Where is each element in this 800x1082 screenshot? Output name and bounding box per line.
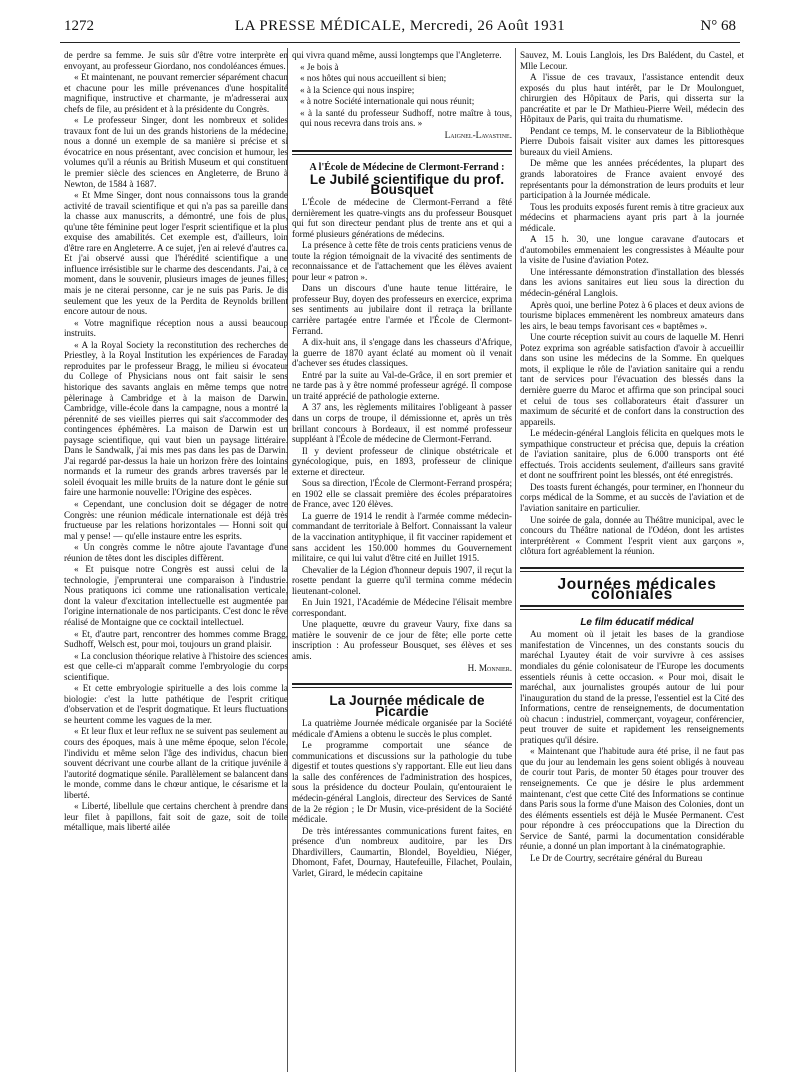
paragraph: En Juin 1921, l'Académie de Médecine l'élisait membre correspondant.	[292, 597, 512, 618]
column-3	[520, 50, 744, 1070]
toast-line: « à la Science qui nous inspire;	[300, 84, 415, 95]
paragraph: Sous sa direction, l'École de Clermont-Ferrand prospéra; en 1902 elle se classait première des écoles préparatoires de France, avec 120 élèves.	[292, 478, 512, 510]
paragraph: qui vivra quand même, aussi longtemps que l'Angleterre.	[292, 50, 502, 60]
paragraph: A 15 h. 30, une longue caravane d'autocars et d'automobiles emmenaient les congressistes à Méaulte pour la visite de l'usine d'aviation Potez.	[520, 234, 744, 266]
toast	[292, 62, 512, 129]
paragraph: Le programme comportait une séance de communications et discussions sur la pathologie du tube digestif et toutes questions s'y rapportant. Elle eut lieu dans la salle des conférences de l'administration des hospices, sous la présidence du docteur Poulain, qu'entouraient le médecin-général Langlois, directeur des Services de Santé de la 2e région ; le Dr Musin, vice-président de la Société médicale.	[292, 740, 512, 825]
paragraph: Une soirée de gala, donnée au Théâtre municipal, avec le concours du Théâtre national de l'Odéon, dont les artistes interprétèrent « Comment l'esprit vient aux garçons », clôtura fort agréablement la réunion.	[520, 514, 744, 557]
paragraph: Une intéressante démonstration d'installation des blessés dans les avions sanitaires eut lieu sous la direction du médecin-général Langlois.	[520, 266, 744, 299]
toast-line: « à notre Société internationale qui nous réunit;	[300, 96, 475, 107]
paragraph: « Et Mme Singer, dont nous connaissons tous la grande activité de travail scientifique et qui n'a pas sa pareille dans la chasse aux manuscrits, a démontré, une fois de plus, qu'une tête féminine peut loger l'esprit scientifique et la plus exquise des amabilités. Cet exemple est, d'ailleurs, loin d'être rare en Angleterre. A ce sujet, j'en ai relevé d'autres ca. Et j'ai observé aussi que l'hérédité scientifique a une influence irrésistible sur le charme des descendants. J'ai, à ce moment, dans le souvenir, plusieurs images de jeunes filles; mais je ne citerai personne, car je ne suis pas Paris. Je dis seulement que les yeux de la Perdita de Reynolds brillent encore autour de nous.	[64, 190, 288, 317]
toast-line: « Je bois à	[300, 61, 339, 72]
article-headline: La Journée médicale de Picardie	[329, 693, 485, 719]
paragraph: « Cependant, une conclusion doit se dégager de notre Congrès: une réunion médicale internationale est déjà très fructueuse par les relations horizontales — Honni soit qui mal y pense! — qu'elle instaure entre les esprits.	[64, 498, 288, 541]
paragraph: « Liberté, libellule que certains cherchent à prendre dans leur filet à papillons, fait soit de gaze, soit de toile métallique, mais liberté ailée	[64, 801, 288, 833]
paragraph: A l'issue de ces travaux, l'assistance entendit deux exposés du plus haut intérêt, par le Dr Moulonguet, chirurgien des Hôpitaux de Paris, qui disserta sur la pancréatite et par le Dr Mathieu-Pierre Weil, médecin des Hôpitaux de Paris, qui traita du rhumatisme.	[520, 72, 744, 125]
column-1	[64, 50, 288, 1070]
paragraph: « Et leur flux et leur reflux ne se suivent pas seulement au cours des époques, mais à une même époque, selon l'école, l'individu et même selon l'âge des individus, chacun bien souvent décrivant une courbe allant de la critique juvénile à l'autorité dogmatique sénile. Parallèlement se balancent dans le monde, comme dans le chœur antique, le césarisme et la liberté.	[64, 726, 288, 800]
article-headline: Le Jubilé scientifique du prof. Bousquet	[309, 171, 505, 198]
separator	[520, 567, 744, 572]
paragraph: La guerre de 1914 le rendit à l'armée comme médecin-commandant de territoriale à Belfort. Connaissant la valeur de la vaccination antityphique, il fit vacciner rapidement et sans accident les 150.000 hommes du Gouvernement militaire, ce qui lui valut d'être cité en Juillet 1915.	[292, 510, 512, 564]
journal-title: LA PRESSE MÉDICALE, Mercredi, 26 Août 1931	[234, 18, 566, 34]
paragraph: La quatrième Journée médicale organisée par la Société médicale d'Amiens a obtenu le succès le plus complet.	[292, 718, 512, 739]
paragraph: Une courte réception suivit au cours de laquelle M. Henri Potez exprima son agréable satisfaction d'avoir à accueillir dans son usine les médecins de la Somme. En quelques mots, il explique le rôle de l'aviation sanitaire qui a rendu tant de services pour l'évacuation des blessés dans la dernière guerre du Maroc et affirma que son principal souci et celui de tous ses collaborateurs était d'assurer un maximum de sécurité et de confort dans la construction des appareils.	[520, 332, 744, 427]
paragraph: A dix-huit ans, il s'engage dans les chasseurs d'Afrique, la guerre de 1870 ayant éclaté au moment où il venait d'achever ses études classiques.	[292, 337, 512, 369]
page-number: 1272	[64, 18, 94, 34]
paragraph: Le médecin-général Langlois félicita en quelques mots le sympathique constructeur et précisa que, depuis la création de l'aviation sanitaire, plus de 6.000 transports ont été effectués. Trois accidents seulement, d'ailleurs sans gravité et dont ne souffrirent point les blessés, ont été enregistrés.	[520, 428, 744, 481]
paragraph: A 37 ans, les règlements militaires l'obligeant à passer dans un corps de troupe, il démissionne et, après un très brillant concours à Bordeaux, il est nommé professeur suppléant à l'École de médecine de Clermont-Ferrand.	[292, 402, 512, 445]
section-subhead: Le film éducatif médical	[580, 616, 694, 628]
paragraph: Des toasts furent échangés, pour terminer, en l'honneur du corps médical de la Somme, et au succès de l'aviation et de l'aviation sanitaire en particulier.	[520, 481, 744, 513]
paragraph: Le Dr de Courtry, secrétaire général du Bureau	[530, 852, 703, 863]
article-kicker: A l'École de Médecine de Clermont-Ferrand :	[309, 162, 505, 174]
paragraph: Chevalier de la Légion d'honneur depuis 1907, il reçut la rosette pendant la guerre qu'il termina comme médecin lieutenant-colonel.	[292, 564, 512, 596]
paragraph: L'École de médecine de Clermont-Ferrand a fêté dernièrement les quatre-vingts ans du professeur Bousquet qui fut son directeur pendant plus de trente ans et qui a formé plusieurs générations de médecins.	[292, 197, 512, 239]
paragraph: « Votre magnifique réception nous a aussi beaucoup instruits.	[64, 317, 288, 339]
separator	[292, 150, 512, 155]
paragraph: Pendant ce temps, M. le conservateur de la Bibliothèque Pierre Dubois faisait visiter aux dames les pittoresques bureaux du vieil Amiens.	[520, 125, 744, 157]
column-divider-2	[515, 48, 516, 1072]
paragraph: Au moment où il jetait les bases de la grandiose manifestation de Vincennes, un des constants soucis du maréchal Lyautey était de voir survivre à ces assises mondiales du génie colonisateur de l'Europe les documents essentiels réunis à cette occasion. « Pour moi, disait le maréchal, aux journalistes groupés autour de lui pour l'inauguration du stand de la presse, l'essentiel est la Cité des Informations, centre de renseignements, de documentation où chacun : industriel, commerçant, voyageur, conférencier, peut trouver de suite et rapidement les renseignements pratiques qu'il désire.	[520, 629, 744, 745]
paragraph: La présence à cette fête de trois cents praticiens venus de toute la région témoignait de la vivacité des sentiments de reconnaissance et de l'attachement que les élèves avaient pour leur « patron ».	[292, 240, 512, 282]
paragraph: de perdre sa femme. Je suis sûr d'être votre interprète en envoyant, au professeur Giordano, nos condoléances émues.	[64, 50, 288, 71]
paragraph: « Un congrès comme le nôtre ajoute l'avantage d'une réunion de têtes dont les disciples diffèrent.	[64, 542, 288, 563]
separator	[520, 605, 744, 610]
column-2	[292, 50, 512, 1070]
paragraph: De très intéressantes communications furent faites, en présence d'un nombreux auditoire, par les Drs Dhardivillers, Caumartin, Blondel, Boyeldieu, Niéger, Dhomont, Fafet, Dournay, Hautefeuille, Filachet, Poulain, Varlet, Girard, le médecin capitaine	[292, 825, 512, 878]
header-rule	[60, 42, 740, 43]
signature: Laignel-Lavastine.	[444, 129, 512, 140]
signature: H. Monnier.	[467, 662, 512, 673]
paragraph: « Maintenant que l'habitude aura été prise, il ne faut pas que du jour au lendemain les gens soient obligés à nouveau de courir tout Paris, de monter 50 étages pour trouver des renseignements. Ce que je désire le plus ardemment maintenant, c'est que cette Cité des Informations se continue dans Paris sous la forme d'une Maison des Colonies, dont un des éléments essentiels est déjà le Musée Permanent. C'est pour répondre à ces préoccupations que la Direction du Service de Santé, parmi la documentation considérable réunie, a donné un plan important à la cinématographie.	[520, 746, 744, 852]
paragraph: Entré par la suite au Val-de-Grâce, il en sort premier et ne tarde pas à y être nommé professeur agrégé. Il compose un traité apprécié de pathologie externe.	[292, 369, 512, 401]
paragraph: « Et puisque notre Congrès est aussi celui de la technologie, j'emprunterai une comparaison à l'industrie. Nous pratiquons ici comme une rationalisation verticale, dont la valeur d'excitation intellectuelle est augmentée par l'origine internationale de nos participants. C'est donc le rêve réalisé de Montaigne que ce cocktail intellectuel.	[64, 564, 288, 627]
paragraph: De même que les années précédentes, la plupart des grands laboratoires de France avaient envoyé des représentants pour la démonstration de leurs produits et leur participation à la Journée médicale.	[520, 158, 744, 201]
paragraph: « Et maintenant, ne pouvant remercier séparément chacun et chacune pour les mille prévenances d'une hospitalité magnifique, instructive et charmante, je m'adresserai aux chefs de file, au président et à la présidente du Congrès.	[64, 72, 288, 114]
paragraph: « Le professeur Singer, dont les nombreux et solides travaux font de lui un des grands historiens de la médecine, nous a donné un exemple de sa manière si précise et si évocatrice en nous présentant, avec concision et humour, les volumes qu'il a réunis au British Museum et qui constituent le premier siècle des sciences en Angleterre, de Bruno à Newton, de 1584 à 1687.	[64, 115, 288, 189]
toast-line: « à la santé du professeur Sudhoff, notre maître à tous, qui nous recevra dans trois ans. »	[300, 107, 512, 129]
paragraph: Dans un discours d'une haute tenue littéraire, le professeur Buy, doyen des professeurs en exercice, exprima ses sentiments au jubilaire dont il retraça la brillante carrière partagée entre l'armée et l'École de Clermont-Ferrand.	[292, 283, 512, 336]
section-headline: Journées médicales coloniales	[557, 575, 717, 604]
paragraph: Tous les produits exposés furent remis à titre gracieux aux médecins et pharmaciens ayant pris part à la journée médicale.	[520, 201, 744, 233]
issue-number: N° 68	[700, 18, 736, 34]
paragraph: Il y devient professeur de clinique obstétricale et gynécologique, puis, en 1893, professeur de clinique externe et directeur.	[292, 445, 512, 477]
toast-line: « nos hôtes qui nous accueillent si bien;	[300, 73, 447, 84]
paragraph: « Et, d'autre part, rencontrer des hommes comme Bragg, Sudhoff, Welsch est, pour moi, toujours un grand plaisir.	[64, 628, 288, 650]
paragraph: Une plaquette, œuvre du graveur Vaury, fixe dans sa matière le souvenir de ce jour de fête; elle porte cette inscription : Au professeur Bousquet, ses élèves et ses amis.	[292, 619, 512, 661]
paragraph: « La conclusion théorique relative à l'histoire des sciences est que celle-ci m'apparaît comme l'embryologie du corps scientifique.	[64, 650, 288, 682]
paragraph: « Et cette embryologie spirituelle a des lois comme la biologie: c'est la lutte pathétique de l'esprit critique d'observation et de l'esprit dogmatique. Et leurs fluctuations se heurtent comme les vagues de la mer.	[64, 683, 288, 725]
paragraph: « A la Royal Society la reconstitution des recherches de Priestley, à la Royal Institution les expériences de Faraday reproduites par le professeur Bragg, le milieu si évocateur du College of Physicians nous ont fait saisir le sens historique des savants anglais en même temps que notre pèlerinage à Cambridge et à la maison de Darwin. Cambridge, ville-école dans la campagne, nous a montré la pérennité de ses vieilles pierres qui sait s'accommoder des contingences éphémères. La maison de Darwin est un paysage scientifique, qui vaut bien un paysage littéraire. Dans le Sandwalk, j'ai mis mes pas dans les pas de Darwin. J'ai regardé par-dessus la haie un horizon frère des lointains normands et la rumeur des grands arbres traversés par le soleil évoquait les mille bruits de la nature dont le génie sut faire une harmonie nouvelle: l'Origine des espèces.	[64, 339, 288, 498]
paragraph: Après quoi, une berline Potez à 6 places et deux avions de tourisme biplaces emmenèrent les nombreux amateurs dans les airs, le beau temps favorisant ces « baptêmes ».	[520, 299, 744, 331]
paragraph: Sauvez, M. Louis Langlois, les Drs Balédent, du Castel, et Mlle Lecour.	[520, 50, 744, 71]
page-header	[64, 18, 736, 40]
separator	[292, 683, 512, 688]
